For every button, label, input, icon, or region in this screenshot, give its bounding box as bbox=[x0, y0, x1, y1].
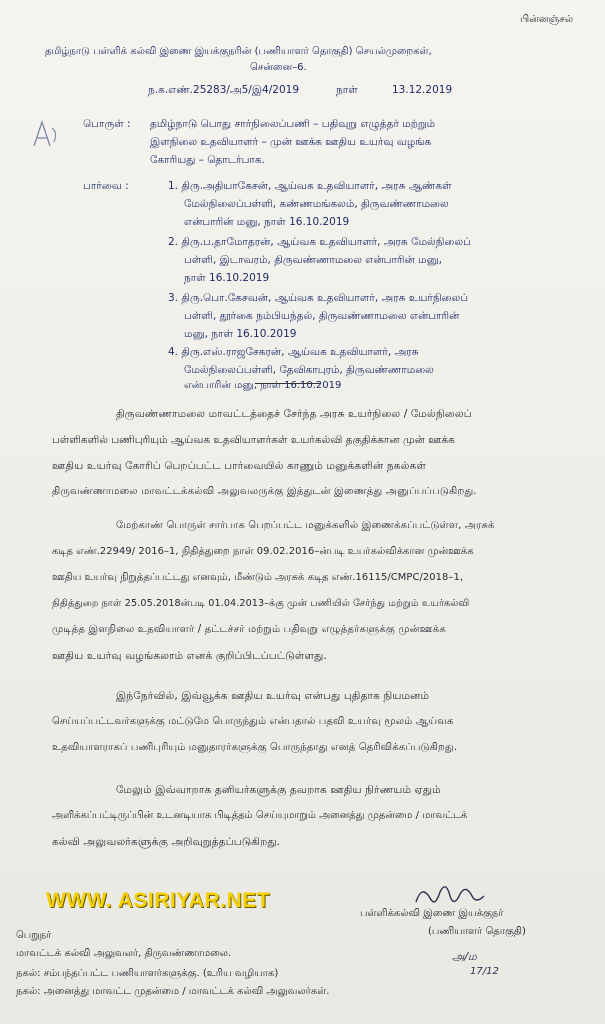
site-watermark: WWW. ASIRIYAR.NET bbox=[46, 889, 270, 912]
signatory-unit: (பணியாளர் தொகுதி) bbox=[428, 926, 526, 937]
paragraph-1-line-4: திருவண்ணாமலை மாவட்டக்கல்வி அலுவலருக்கு இத்துடன் இணைத்து அனுப்பப்படுகிறது. bbox=[52, 486, 477, 497]
office-line-1: தமிழ்நாடு பள்ளிக் கல்வி இணை இயக்குநரின் (பணியாளர் தொகுதி) செயல்முறைகள், bbox=[45, 46, 432, 57]
signatory-title: பள்ளிக்கல்வி இணை இயக்குநர் bbox=[360, 908, 504, 919]
signature-scribble-icon bbox=[412, 880, 492, 910]
office-line-2: சென்னை–6. bbox=[250, 62, 307, 73]
paragraph-1-line-1: திருவண்ணாமலை மாவட்டத்தைச் சேர்ந்த அரசு உயர்நிலை / மேல்நிலைப் bbox=[116, 408, 472, 420]
reference-4-line-3: என்பாரின் மனு, நாள் 16.10.2019 bbox=[184, 380, 342, 391]
reference-1-line-1: 1. திரு.அதியாகேசன், ஆய்வக உதவியாளர், அரசு ஆண்கள் bbox=[168, 180, 452, 192]
recipient-label: பெறுநர் bbox=[16, 930, 52, 941]
paragraph-2-line-2: கடித எண்.22949/ 2016–1, நிதித்துறை நாள் 09.02.2016–ன்படி உயர்கல்விக்கான முன்ஊக்க bbox=[52, 546, 474, 557]
reference-1-line-2: மேல்நிலைப்பள்ளி, கண்ணமங்கலம், திருவண்ணாமலை bbox=[184, 198, 449, 210]
date-label: நாள் bbox=[336, 84, 358, 96]
reference-2-line-3: நாள் 16.10.2019 bbox=[184, 272, 270, 284]
reference-4-line-1: 4. திரு.எஸ்.ராஜசேகரன், ஆய்வக உதவியாளர், அரசு bbox=[168, 346, 419, 358]
margin-note bbox=[34, 119, 41, 132]
copy-line-2: நகல்: அனைத்து மாவட்ட முதன்மை / மாவட்டக் கல்வி அலுவலர்கள். bbox=[16, 986, 330, 997]
paragraph-4-line-2: அளிக்கப்பட்டிருப்பின் உடனடியாக பிடித்தம் செய்யுமாறும் அனைத்து முதன்மை / மாவட்டக் bbox=[52, 810, 468, 821]
reference-2-line-1: 2. திரு.ப.தாமோதரன், ஆய்வக உதவியாளர், அரசு மேல்நிலைப் bbox=[168, 236, 471, 248]
reference-3-line-3: மனு, நாள் 16.10.2019 bbox=[184, 328, 297, 340]
references-label: பார்வை : bbox=[83, 180, 129, 192]
paragraph-3-line-3: உதவியாளராகப் பணிபுரியும் மனுதாரர்களுக்கு பொருந்தாது எனத் தெரிவிக்கப்படுகிறது. bbox=[52, 742, 458, 753]
paragraph-1-line-3: ஊதிய உயர்வு கோரிப் பெறப்பட்ட பார்வையில் காணும் மனுக்களின் நகல்கள் bbox=[52, 460, 427, 472]
paragraph-2-line-5: முடித்த இளநிலை உதவியாளர் / தட்டச்சர் மற்றும் பதிவுறு எழுத்தர்களுக்கு முன்ஊக்க bbox=[52, 624, 446, 635]
recipient: மாவட்டக் கல்வி அலுவலர், திருவண்ணாமலை. bbox=[16, 948, 232, 959]
paragraph-3-line-1: இந்நேர்வில், இவ்வூக்க ஊதிய உயர்வு என்பது புதிதாக நியமனம் bbox=[116, 690, 430, 702]
paragraph-2-line-1: மேற்காண் பொருள் சார்பாக பெறப்பட்ட மனுக்களில் இணைக்கப்பட்டுள்ள, அரசுக் bbox=[116, 520, 495, 531]
reference-1-line-3: என்பாரின் மனு, நாள் 16.10.2019 bbox=[184, 216, 350, 228]
reference-4-line-2: மேல்நிலைப்பள்ளி, தேவிகாபுரம், திருவண்ணாமலை bbox=[184, 364, 434, 376]
reference-3-line-1: 3. திரு.பொ.கேசவன், ஆய்வக உதவியாளர், அரசு உயர்நிலைப் bbox=[168, 292, 469, 304]
paragraph-3-line-2: செய்யப்பட்டவர்களுக்கு மட்டுமே பொருந்தும் என்பதால் பதவி உயர்வு மூலம் ஆய்வக bbox=[52, 716, 454, 727]
paragraph-2-line-3: ஊதிய உயர்வு நிறுத்தப்பட்டது எனவும், மீண்டும் அரசுக் கடித எண்.16115/CMPC/2018–1, bbox=[52, 572, 464, 583]
subject-line-2: இளநிலை உதவியாளர் – முன் ஊக்க ஊதிய உயர்வு வழங்க bbox=[150, 136, 432, 148]
separator-line bbox=[255, 383, 320, 384]
subject-label: பொருள் : bbox=[83, 118, 131, 130]
paragraph-4-line-3: கல்வி அலுவலர்களுக்கு அறிவுறுத்தப்படுகிறது. bbox=[52, 836, 281, 848]
subject-line-1: தமிழ்நாடு பொது சார்நிலைப்பணி – பதிவுறு எழுத்தர் மற்றும் bbox=[150, 118, 436, 130]
paragraph-2-line-4: நிதித்துறை நாள் 25.05.2018ன்படி 01.04.2013–க்கு முன் பணியில் சேர்ந்து மற்றும் உயர்கல்வி bbox=[52, 598, 470, 609]
paragraph-4-line-1: மேலும் இவ்வாறாக தனியர்களுக்கு தவறாக ஊதிய நிர்ணயம் ஏதும் bbox=[116, 784, 441, 796]
reference-2-line-2: பள்ளி, இடாவரம், திருவண்ணாமலை என்பாரின் மனு, bbox=[184, 254, 442, 266]
reference-3-line-2: பள்ளி, தூர்கை நம்பியந்தல், திருவண்ணாமலை என்பாரின் bbox=[184, 310, 460, 322]
paragraph-2-line-6: ஊதிய உயர்வு வழங்கலாம் எனக் குறிப்பிடப்பட்டுள்ளது. bbox=[52, 650, 327, 662]
initials-date: 17/12 bbox=[470, 966, 499, 977]
subject-line-3: கோரியது – தொடர்பாக. bbox=[150, 154, 265, 166]
paragraph-1-line-2: பள்ளிகளில் பணிபுரியும் ஆய்வக உதவியாளர்கள் உயர்கல்வி தகுதிக்கான முன் ஊக்க bbox=[52, 434, 455, 446]
initials: அ/ம bbox=[452, 950, 477, 963]
reference-number: ந.க.எண்.25283/அ5/இ4/2019 bbox=[148, 84, 299, 96]
copy-line-1: நகல்: சம்பந்தப்பட்ட பணியாளர்களுக்கு. (உரிய வழியாக) bbox=[16, 968, 279, 979]
top-right-note: பின்னஞ்சல் bbox=[520, 14, 574, 25]
date-value: 13.12.2019 bbox=[392, 84, 453, 96]
